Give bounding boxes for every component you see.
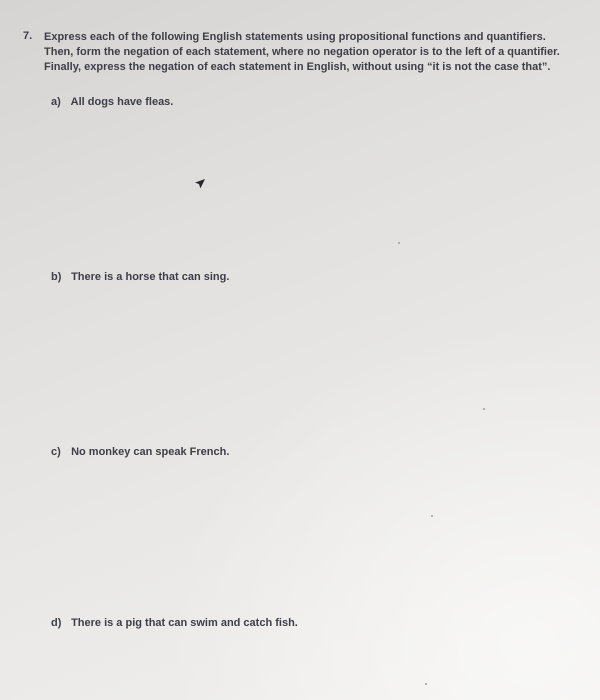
instruction-line-1: Express each of the following English statements using propositional functions and quantifiers. (44, 31, 546, 43)
part-b-text: There is a horse that can sing. (71, 271, 230, 283)
question-instructions (44, 30, 594, 75)
part-a-statement (51, 96, 173, 108)
part-b-letter: b) (51, 271, 62, 283)
paper-speck (431, 515, 433, 517)
part-c-letter: c) (51, 446, 61, 458)
part-a-text: All dogs have fleas. (70, 96, 174, 108)
question-number: 7. (23, 30, 33, 42)
part-a-letter: a) (51, 96, 61, 108)
part-d-text: There is a pig that can swim and catch fish. (71, 617, 298, 629)
instruction-line-3: Finally, express the negation of each statement in English, without using “it is not the case that”. (44, 61, 551, 73)
part-c-text: No monkey can speak French. (71, 446, 230, 458)
paper-speck (483, 408, 485, 410)
paper-speck (398, 242, 400, 244)
part-b-statement (51, 271, 229, 283)
part-d-letter: d) (51, 617, 62, 629)
mouse-pointer-icon (194, 178, 206, 190)
instruction-line-2: Then, form the negation of each statement, where no negation operator is to the left of a quantifier. (44, 46, 560, 58)
paper-speck (425, 683, 427, 685)
part-c-statement (51, 446, 229, 458)
part-d-statement (51, 617, 298, 629)
